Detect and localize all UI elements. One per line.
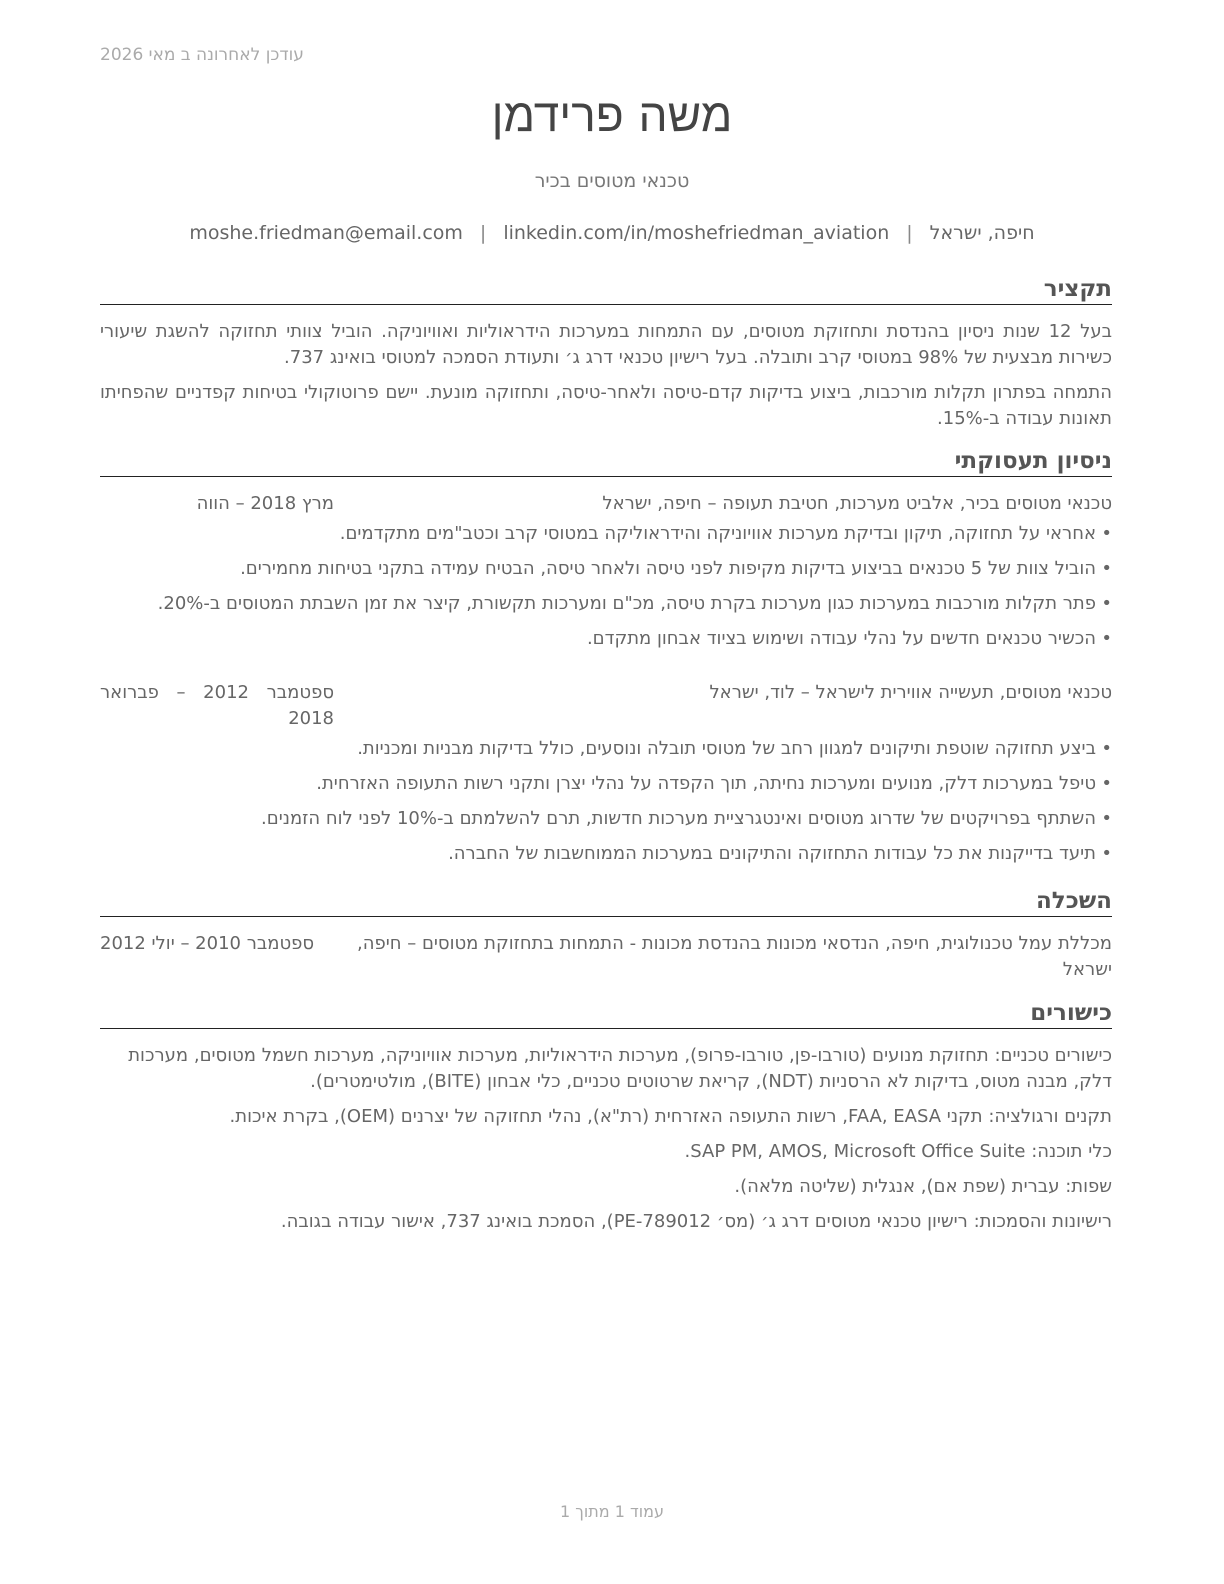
education-school: מכללת עמל טכנולוגית, חיפה, הנדסאי מכונות בהנדסת מכונות - התמחות בתחזוקת מטוסים – חיפה, (357, 933, 1112, 954)
skills-line: שפות: עברית (שפת אם), אנגלית (שליטה מלאה). (734, 1176, 1112, 1197)
contact-location: חיפה, ישראל (929, 222, 1035, 244)
contact-linkedin[interactable]: linkedin.com/in/moshefriedman_aviation (503, 222, 890, 244)
education-entry (100, 931, 1112, 983)
education-section (100, 886, 1112, 983)
job-dates: ספטמבר 2012 – פברואר 2018 (100, 682, 334, 729)
job-bullet: • טיפל במערכות דלק, מנועים ומערכות נחיתה, תוך הקפדה על נהלי יצרן ותקני רשות התעופה האזרחית. (100, 771, 1112, 797)
skills-section (100, 998, 1112, 1235)
section-heading-education: השכלה (100, 886, 1112, 917)
job-bullet: • השתתף בפרויקטים של שדרוג מטוסים ואינטגרציית מערכות חדשות, תרם להשלמתם ב-10% לפני לוח הזמנים. (100, 806, 1112, 832)
section-heading-summary: תקציר (100, 274, 1112, 305)
job-header (100, 680, 1112, 732)
contact-line (0, 222, 1224, 244)
job-bullet: • אחראי על תחזוקה, תיקון ובדיקת מערכות אוויוניקה והידראוליקה במטוסי קרב וכטב"מים מתקדמים. (100, 521, 1112, 547)
candidate-title: טכנאי מטוסים בכיר (534, 170, 690, 192)
job-role: טכנאי מטוסים, תעשייה אווירית לישראל – לוד, ישראל (709, 682, 1112, 703)
skills-line: תקנים ורגולציה: תקני FAA, EASA, רשות התעופה האזרחית (רת"א), נהלי תחזוקה של יצרנים (OEM), בקרת איכות. (229, 1106, 1112, 1127)
candidate-name: משה פרידמן (491, 88, 733, 142)
job-dates: מרץ 2018 – הווה (196, 493, 334, 514)
summary-paragraph: התמחה בפתרון תקלות מורכבות, ביצוע בדיקות קדם-טיסה ולאחר-טיסה, ותחזוקה מונעת. יישם פרוטוקולי בטיחות קפדניים שהפחיתו תאונות עבודה ב-15%. (100, 382, 1112, 429)
job-bullets (100, 736, 1112, 867)
section-heading-skills: כישורים (100, 998, 1112, 1029)
skills-line: כלי תוכנה: SAP PM, AMOS, Microsoft Office Suite. (684, 1141, 1112, 1162)
page-number: עמוד 1 מתוך 1 (560, 1502, 664, 1521)
job-header (100, 491, 1112, 517)
summary-section (100, 274, 1112, 432)
job-bullet: • ביצע תחזוקה שוטפת ותיקונים למגוון רחב של מטוסי תובלה ונוסעים, כולל בדיקות מבניות ומכניות. (100, 736, 1112, 762)
contact-separator: | (906, 222, 913, 244)
job-entry (100, 680, 1112, 867)
section-heading-experience: ניסיון תעסוקתי (100, 446, 1112, 477)
job-bullet: • פתר תקלות מורכבות במערכות כגון מערכות בקרת טיסה, מכ"ם ומערכות תקשורת, קיצר את זמן השבתת המטוסים ב-20%. (100, 591, 1112, 617)
job-bullet: • הכשיר טכנאים חדשים על נהלי עבודה ושימוש בציוד אבחון מתקדם. (100, 626, 1112, 652)
contact-separator: | (479, 222, 487, 244)
summary-paragraph: בעל 12 שנות ניסיון בהנדסת ותחזוקת מטוסים, עם התמחות במערכות הידראוליות ואוויוניקה. הוביל צוותי תחזוקה להשגת שיעורי כשירות מבצעית של 98% במטוסי קרב ותובלה. בעל רישיון טכנאי דרג ג׳ ותעודת הסמכה למטוסי בואינג 737. (100, 321, 1112, 368)
contact-email[interactable]: moshe.friedman@email.com (189, 222, 463, 244)
skills-line: רישיונות והסמכות: רישיון טכנאי מטוסים דרג ג׳ (מס׳ PE-789012), הסמכת בואינג 737, אישור עבודה בגובה. (280, 1211, 1112, 1232)
job-role: טכנאי מטוסים בכיר, אלביט מערכות, חטיבת תעופה – חיפה, ישראל (602, 493, 1112, 514)
job-bullet: • תיעד בדייקנות את כל עבודות התחזוקה והתיקונים במערכות הממוחשבות של החברה. (100, 841, 1112, 867)
job-bullets (100, 521, 1112, 652)
job-entry (100, 491, 1112, 652)
experience-section (100, 446, 1112, 876)
education-dates: ספטמבר 2010 – יולי 2012 (100, 933, 315, 954)
last-updated: עודכן לאחרונה ב מאי 2026 (100, 45, 304, 65)
skills-line: כישורים טכניים: תחזוקת מנועים (טורבו-פן, טורבו-פרופ), מערכות הידראוליות, מערכות אוויוניקה, מערכות חשמל מטוסים, מערכות דלק, מבנה מטוס, בדיקות לא הרסניות (NDT), קריאת שרטוטים טכניים, כלי אבחון (BITE), מולטימטרים). (128, 1045, 1112, 1092)
education-location: ישראל (1062, 959, 1112, 980)
job-bullet: • הוביל צוות של 5 טכנאים בביצוע בדיקות מקיפות לפני טיסה ולאחר טיסה, הבטיח עמידה בתקני בטיחות מחמירים. (100, 556, 1112, 582)
